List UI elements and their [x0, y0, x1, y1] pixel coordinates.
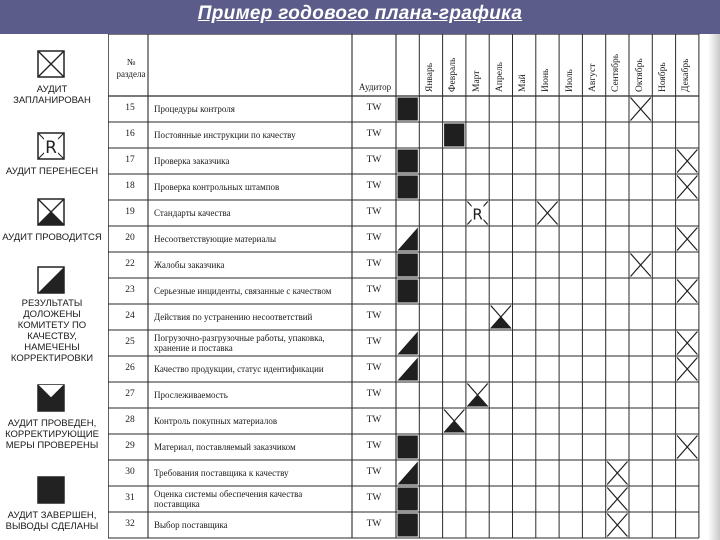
table-row [108, 408, 699, 434]
table-row [108, 434, 699, 460]
auditor-initials: TW [366, 259, 382, 269]
table-row [108, 200, 699, 226]
table-row [108, 330, 699, 356]
auditor-initials: TW [366, 441, 382, 451]
section-number: 32 [125, 519, 135, 529]
audit-area-name: Жалобы заказчика [154, 260, 225, 270]
section-number: 27 [125, 389, 135, 399]
table-row [108, 486, 699, 512]
audit-in-progress-icon [37, 198, 65, 226]
audit-area-name: Проверка контрольных штампов [154, 182, 280, 192]
section-number: 24 [125, 311, 135, 321]
table-row [108, 148, 699, 174]
auditor-initials: TW [366, 181, 382, 191]
auditor-initials: TW [366, 233, 382, 243]
auditor-initials: TW [366, 363, 382, 373]
month-header-8: Август [588, 63, 599, 92]
month-header-11: Ноябрь [657, 62, 668, 92]
scan-edge-shadow [708, 34, 720, 540]
header-section-number: № раздела [116, 57, 146, 79]
auditor-initials: TW [366, 519, 382, 529]
legend [0, 34, 104, 540]
legend-label: АУДИТ ЗАВЕРШЕН, ВЫВОДЫ СДЕЛАНЫ [5, 510, 99, 532]
audit-area-name: Несоответствующие материалы [154, 234, 277, 244]
auditor-initials: TW [366, 155, 382, 165]
table-row [108, 226, 699, 252]
audit-area-name: Оценка системы обеспечения качества поставщика [154, 489, 303, 509]
table-row [108, 304, 699, 330]
auditor-initials: TW [366, 311, 382, 321]
audit-area-name: Серьезные инциденты, связанные с качеством [154, 286, 332, 296]
section-number: 23 [125, 285, 135, 295]
audit-area-name: Погрузочно-разгрузочные работы, упаковка, хранение и поставка [154, 333, 325, 353]
auditor-initials: TW [366, 129, 382, 139]
results-reported-icon [37, 266, 65, 294]
audit-rescheduled-icon [37, 132, 65, 160]
section-number: 17 [125, 155, 135, 165]
table-row [108, 252, 699, 278]
header-auditor: Аудитор [358, 82, 392, 92]
audit-area-name: Материал, поставляемый заказчиком [154, 442, 296, 452]
legend-label: АУДИТ ЗАПЛАНИРОВАН [13, 84, 91, 106]
section-number: 30 [125, 467, 135, 477]
legend-label: РЕЗУЛЬТАТЫ ДОЛОЖЕНЫ КОМИТЕТУ ПО КАЧЕСТВУ, НАМЕЧЕНЫ КОРРЕКТИРОВКИ [10, 298, 94, 364]
rescheduled-letter: R [472, 205, 483, 224]
month-header-5: Май [518, 74, 529, 92]
slide-title: Пример годового плана-графика [197, 3, 523, 24]
month-header-12: Декабрь [681, 58, 692, 92]
section-number: 22 [125, 259, 135, 269]
audit-area-name: Действия по устранению несоответствий [154, 312, 313, 322]
audit-area-name: Выбор поставщика [154, 520, 228, 530]
month-header-7: Июль [564, 69, 575, 92]
month-header-1: Январь [424, 62, 435, 92]
section-number: 26 [125, 363, 135, 373]
table-row [108, 356, 699, 382]
auditor-initials: TW [366, 415, 382, 425]
audit-area-name: Качество продукции, статус идентификации [154, 364, 324, 374]
table-row [108, 174, 699, 200]
month-header-9: Сентябрь [611, 53, 622, 92]
audit-area-name: Проверка заказчика [154, 156, 230, 166]
section-number: 29 [125, 441, 135, 451]
section-number: 15 [125, 103, 135, 113]
legend-label: АУДИТ ПРОВЕДЕН, КОРРЕКТИРУЮЩИЕ МЕРЫ ПРОВЕРЕНЫ [5, 418, 99, 451]
audit-area-name: Стандарты качества [154, 208, 231, 218]
legend-label: АУДИТ ПРОВОДИТСЯ [2, 232, 102, 243]
section-number: 19 [125, 207, 135, 217]
audit-area-name: Контроль покупных материалов [154, 416, 278, 426]
auditor-initials: TW [366, 389, 382, 399]
audit-schedule-table [108, 34, 708, 540]
section-number: 16 [125, 129, 135, 139]
audit-done-verified-icon [37, 384, 65, 412]
table-row [108, 382, 699, 408]
auditor-initials: TW [366, 285, 382, 295]
section-number: 18 [125, 181, 135, 191]
table-row [108, 460, 699, 486]
month-header-6: Июнь [541, 68, 552, 92]
section-number: 20 [125, 233, 135, 243]
auditor-initials: TW [366, 493, 382, 503]
audit-area-name: Постоянные инструкции по качеству [154, 130, 296, 140]
month-header-3: Март [471, 70, 482, 92]
section-number: 25 [125, 337, 135, 347]
section-number: 31 [125, 493, 135, 503]
table-row [108, 512, 699, 538]
month-header-10: Октябрь [634, 58, 645, 92]
legend-label: АУДИТ ПЕРЕНЕСЕН [5, 166, 99, 177]
audit-completed-icon [37, 476, 65, 504]
auditor-initials: TW [366, 467, 382, 477]
auditor-initials: TW [366, 337, 382, 347]
audit-area-name: Процедуры контроля [154, 104, 235, 114]
audit-area-name: Прослеживаемость [154, 390, 228, 400]
audit-area-name: Требования поставщика к качеству [154, 468, 289, 478]
auditor-initials: TW [366, 103, 382, 113]
table-row [108, 122, 699, 148]
table-row [108, 96, 699, 122]
month-header-2: Февраль [448, 57, 459, 92]
month-header-4: Апрель [494, 62, 505, 92]
auditor-initials: TW [366, 207, 382, 217]
section-number: 28 [125, 415, 135, 425]
table-row [108, 278, 699, 304]
audit-planned-icon [37, 50, 65, 78]
svg-text:R: R [45, 138, 57, 158]
